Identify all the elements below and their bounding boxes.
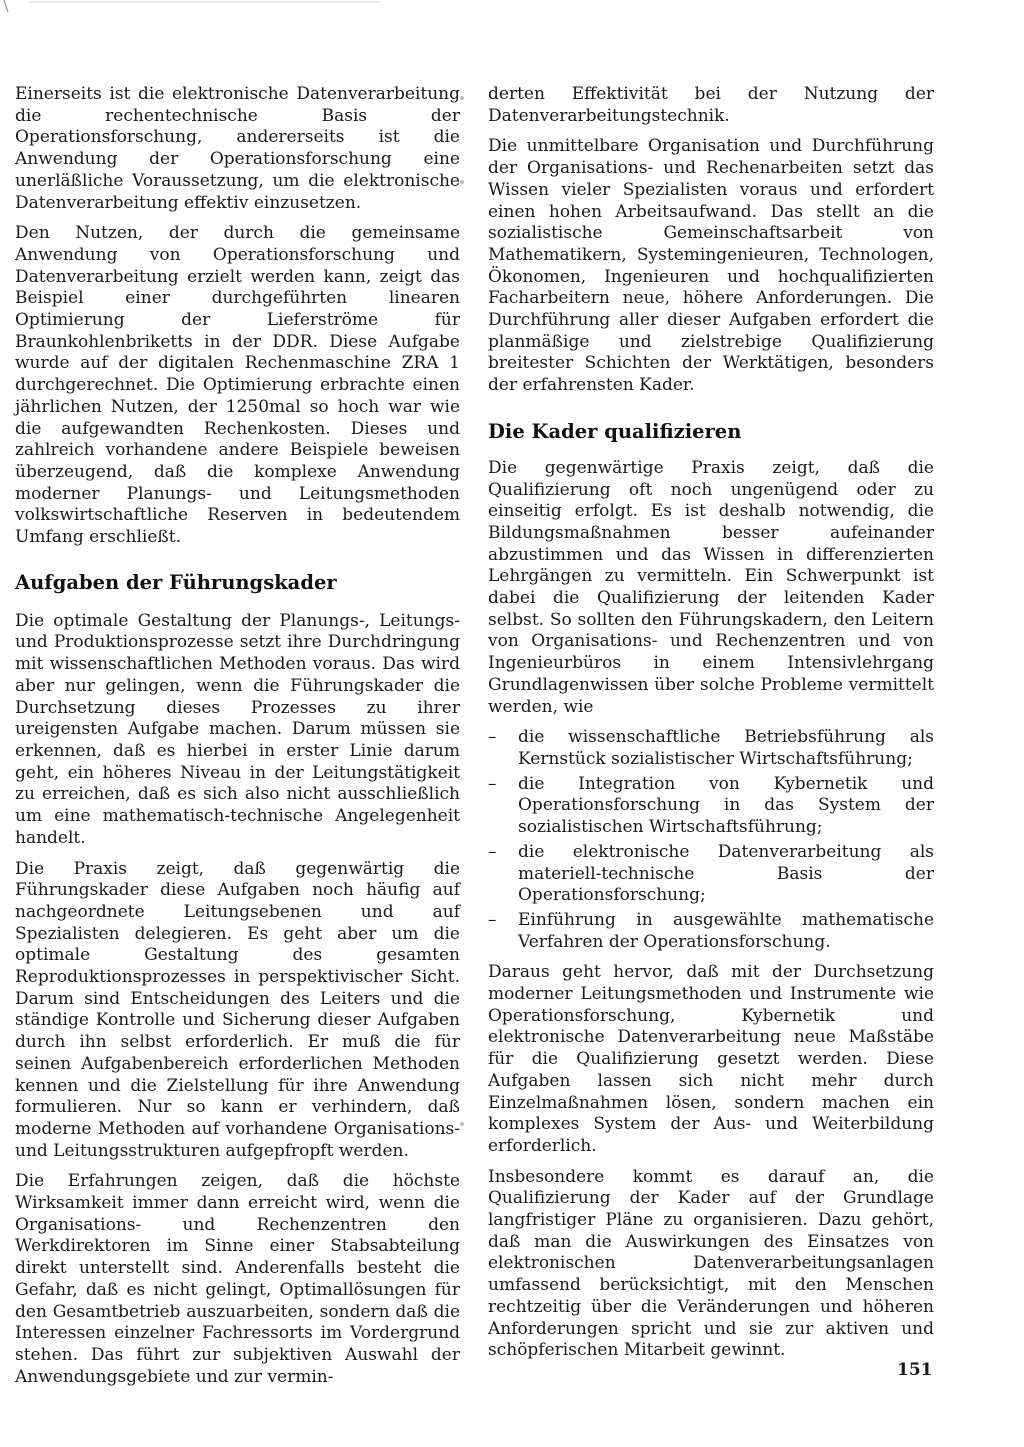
paragraph: Den Nutzen, der durch die gemeinsame Anwendung von Operationsforschung und Datenverarbeitung erzielt werden kann, zeigt das Beispiel einer durchgeführten linearen Optimierung der Lieferströme für Braunkohlenbriketts in der DDR. Diese Aufgabe wurde auf der digitalen Rechenmaschine ZRA 1 durchgerechnet. Die Optimierung erbrachte einen jährlichen Nutzen, der 1250mal so hoch war wie die aufgewandten Rechenkosten. Dieses und zahlreich vorhandene andere Beispiele beweisen überzeugend, daß die komplexe Anwendung moderner Planungs- und Leitungsmethoden volkswirtschaftliche Reserven in bedeutendem Umfang erschließt. [15,223,460,548]
gutter-speck [460,96,464,100]
list-item-text: die wissenschaftliche Betriebsführung als Kernstück sozialistischer Wirtschaftsführung; [518,727,934,769]
paragraph: Die gegenwärtige Praxis zeigt, daß die Qualifizierung oft noch ungenügend oder zu einseitig erfolgt. Es ist deshalb notwendig, die Bildungsmaßnahmen besser aufeinander abzustimmen und das Wissen in differenzierten Lehrgängen zu vermitteln. Ein Schwerpunkt ist dabei die Qualifizierung der leitenden Kader selbst. So sollten den Führungskadern, den Leitern von Organisations- und Rechenzentren und von Ingenieurbüros in einem Intensivlehrgang Grundlagenwissen über solche Probleme vermittelt werden, wie [488,457,934,717]
list-item [488,842,934,907]
paragraph: Einerseits ist die elektronische Datenverarbeitung die rechentechnische Basis der Operationsforschung, andererseits ist die Anwendung der Operationsforschung eine unerläßliche Voraussetzung, um die elektronische Datenverarbeitung effektiv einzusetzen. [15,84,460,213]
paragraph: derten Effektivität bei der Nutzung der Datenverarbeitungstechnik. [488,84,934,126]
section-heading: Die Kader qualifizieren [488,419,742,443]
paragraph: Die unmittelbare Organisation und Durchführung der Organisations- und Rechenarbeiten setzt das Wissen vieler Spezialisten voraus und erfordert einen hohen Arbeitsaufwand. Das stellt an die sozialistische Gemeinschaftsarbeit von Mathematikern, Systemingenieuren, Technologen, Ökonomen, Ingenieuren und hochqualifizierten Facharbeitern neue, höhere Anforderungen. Die Durchführung aller dieser Aufgaben erfordert die planmäßige und zielstrebige Qualifizierung breitester Schichten der Werktätigen, besonders der erfahrensten Kader. [488,136,934,396]
gutter-speck [460,180,464,184]
gutter-speck [460,1122,464,1126]
list-item-text: Einführung in ausgewählte mathematische Verfahren der Operationsforschung. [518,909,934,952]
paragraph: Daraus geht hervor, daß mit der Durchsetzung moderner Leitungsmethoden und Instrumente wie Operationsforschung, Kybernetik und elektronische Datenverarbeitung neue Maßstäbe für die Qualifizierung gesetzt werden. Diese Aufgaben lassen sich nicht mehr durch Einzelmaßnahmen lösen, sondern machen ein komplexes System der Aus- und Weiterbildung erforderlich. [488,962,934,1156]
paragraph: Die optimale Gestaltung der Planungs-, Leitungs- und Produktionsprozesse setzt ihre Durchdringung mit wissenschaftlichen Methoden voraus. Das wird aber nur gelingen, wenn die Führungskader die Durchsetzung dieses Prozesses zu ihrer ureigensten Aufgabe machen. Darum müssen sie erkennen, daß es hierbei in erster Linie darum geht, ein höheres Niveau in der Leitungstätigkeit zu erreichen, daß es sich also nicht ausschließlich um eine mathematisch-technische Angelegenheit handelt. [15,610,460,848]
dash-bullet: – [488,909,497,930]
right-column [488,84,934,1371]
paragraph: Die Erfahrungen zeigen, daß die höchste Wirksamkeit immer dann erreicht wird, wenn die Organisations- und Rechenzentren den Werkdirektoren im Sinne einer Stabsabteilung direkt unterstellt sind. Anderenfalls besteht die Gefahr, daß es nicht gelingt, Optimallösungen für den Gesamtbetrieb auszuarbeiten, sondern daß die Interessen einzelner Fachressorts im Vordergrund stehen. Das führt zur subjektiven Auswahl der Anwendungsgebiete und zur vermin- [15,1171,460,1387]
list-item-text: die Integration von Kybernetik und Operationsforschung in das System der sozialistischen Wirtschaftsführung; [518,773,934,838]
list-item-text: die elektronische Datenverarbeitung als materiell-technische Basis der Operationsforschung; [518,841,934,906]
scan-artifact [0,0,400,14]
list-item [488,727,934,770]
page-number: 151 [897,1360,933,1380]
list-item [488,910,934,953]
paragraph: Insbesondere kommt es darauf an, die Qualifizierung der Kader auf der Grundlage langfristiger Pläne zu organisieren. Dazu gehört, daß man die Auswirkungen des Einsatzes von elektronischen Datenverarbeitungsanlagen umfassend berücksichtigt, mit den Menschen rechtzeitig über die Veränderungen und höheren Anforderungen spricht und sie zur aktiven und schöpferischen Mitarbeit gewinnt. [488,1166,934,1361]
dash-bullet: – [488,773,497,794]
dash-bullet: – [488,841,497,862]
paragraph: Die Praxis zeigt, daß gegenwärtig die Führungskader diese Aufgaben noch häufig auf nachgeordnete Leitungsebenen und auf Spezialisten delegieren. Es geht aber um die optimale Gestaltung des gesamten Reproduktionsprozesses in perspektivischer Sicht. Darum sind Entscheidungen des Leiters und die ständige Kontrolle und Sicherung dieser Aufgaben durch ihn selbst erforderlich. Er muß die für seinen Aufgabenbereich erforderlichen Methoden kennen und die Zielstellung für ihre Anwendung formulieren. Nur so kann er verhindern, daß moderne Methoden auf vorhandene Organisations- und Leitungsstrukturen aufgepfropft werden. [15,858,460,1161]
section-heading: Aufgaben der Führungskader [15,570,337,594]
list-item [488,774,934,839]
left-column [15,84,460,1397]
dash-bullet: – [488,727,497,748]
bullet-list [488,727,934,953]
